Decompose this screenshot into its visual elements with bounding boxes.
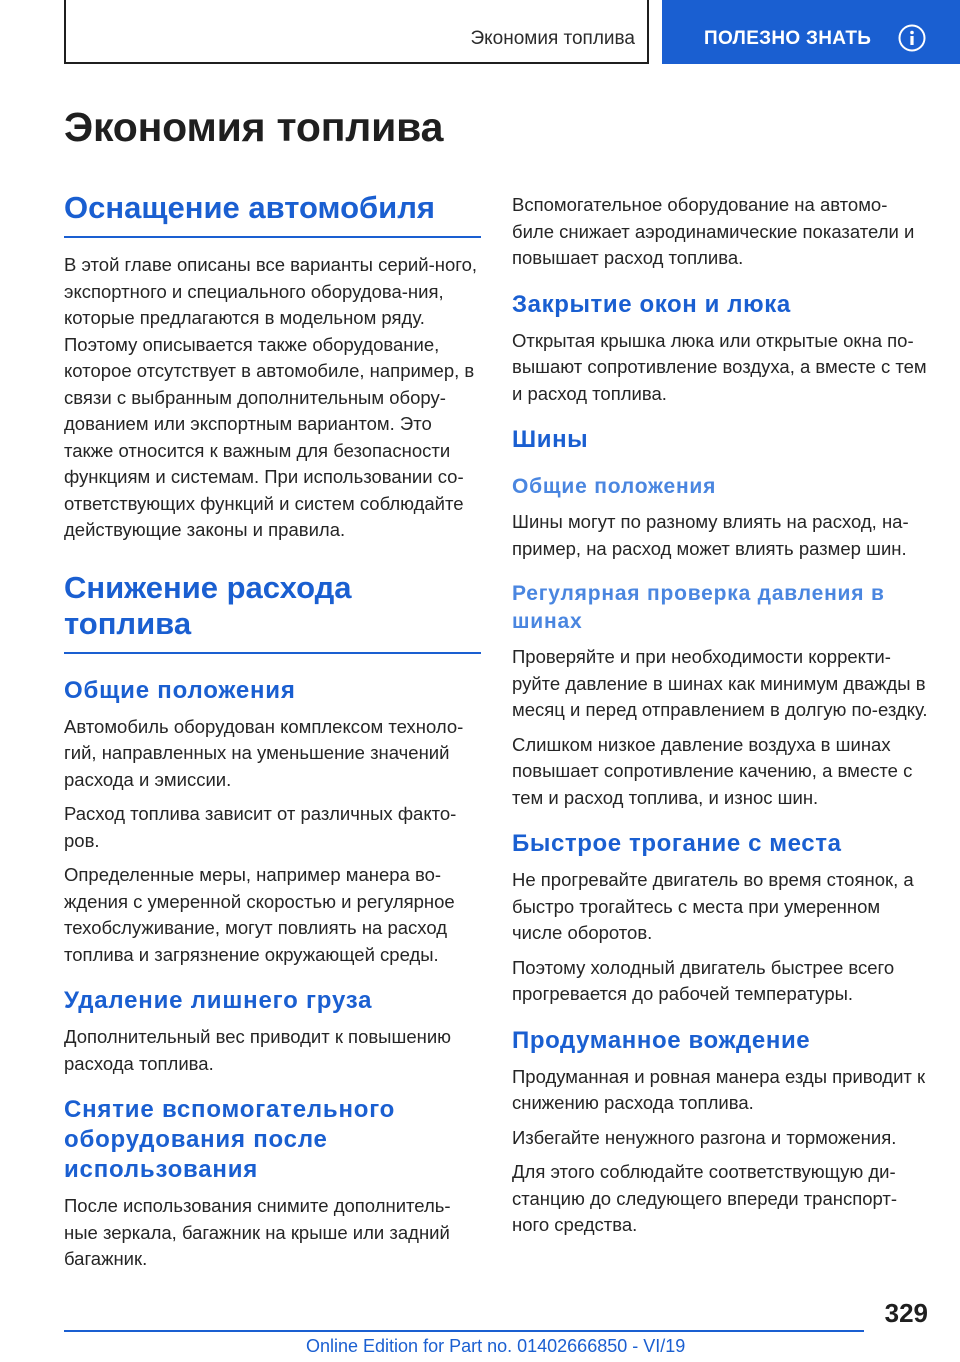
heading-reduce-line2: топлива <box>64 605 192 641</box>
paragraph-pressure-1: Проверяйте и при необходимости корректи-руйте давление в шинах как минимум дважды в месяц и перед отправлением в долгую по-ездку. <box>512 646 928 720</box>
header-section-box <box>64 0 649 64</box>
section-reduce-heading <box>64 570 481 654</box>
paragraph-windows: Открытая крышка люка или открытые окна по-вышают сопротивление воздуха, а вместе с тем и расход топлива. <box>512 329 927 404</box>
heading-pressure-line1: Регулярная проверка давления в <box>512 582 885 605</box>
paragraph-driving-2: Избегайте ненужного разгона и торможения. <box>512 1126 897 1148</box>
paragraph-pressure-2: Слишком низкое давление воздуха в шинах повышает сопротивление качению, а вместе с тем и расход топлива, и износ шин. <box>512 733 913 808</box>
paragraph-general-2: Расход топлива зависит от различных факто-ров. <box>64 803 457 851</box>
info-icon <box>898 24 926 52</box>
heading-tires: Шины <box>512 426 589 453</box>
footer-edition: Online Edition for Part no. 01402666850 - VI/19 <box>306 1336 686 1356</box>
paragraph-general-3: Определенные меры, например манера во-ждения с умеренной скоростью и регулярное техобслуживание, могут повлиять на расход топлива и загрязнение окружающей среды. <box>64 864 455 965</box>
page-number: 329 <box>884 1298 928 1328</box>
heading-equipment: Оснащение автомобиля <box>64 190 435 225</box>
paragraph-general-1: Автомобиль оборудован комплексом техноло-гий, направленных на уменьшение значений расхода и эмиссии. <box>64 715 464 790</box>
tab-useful-info-label: ПОЛЕЗНО ЗНАТЬ <box>704 28 872 49</box>
paragraph-driving-3: Для этого соблюдайте соответствующую ди-станцию до следующего впереди транспорт-ного средства. <box>512 1161 898 1235</box>
paragraph-start-2: Поэтому холодный двигатель быстрее всего прогревается до рабочей температуры. <box>512 956 895 1004</box>
heading-windows: Закрытие окон и люка <box>512 290 791 318</box>
paragraph-start-1: Не прогревайте двигатель во время стоянок, а быстро трогайтесь с места при умеренном числе оборотов. <box>512 869 914 943</box>
heading-reduce-line1: Снижение расхода <box>64 569 352 605</box>
paragraph-equipment: В этой главе описаны все варианты серий-ного, экспортного и специального оборудова-ния, которые предлагаются в модельном ряду. Поэтому описывается также оборудование, которое отсутствует в автомобиле, например, в связи с выбранным дополнительным обору-дованием или экспортным вариантом. Это также относится к важным для безопасности функциям и системам. При использовании со-ответствующих функций и систем соблюдайте действующие законы и правила. <box>64 254 478 540</box>
paragraph-cargo: Дополнительный вес приводит к повышению расхода топлива. <box>64 1026 452 1074</box>
paragraph-tires-general: Шины могут по разному влиять на расход, на-пример, на расход может влиять размер шин. <box>512 511 909 559</box>
heading-remove-line1: Снятие вспомогательного <box>64 1096 396 1123</box>
heading-pressure-line2: шинах <box>512 610 583 633</box>
footer-divider <box>64 1330 864 1332</box>
heading-remove-line3: использования <box>64 1156 259 1183</box>
heading-driving: Продуманное вождение <box>512 1026 811 1054</box>
left-column <box>64 190 481 1273</box>
tab-useful-info[interactable] <box>662 0 960 64</box>
paragraph-aux: Вспомогательное оборудование на автомо-биле снижает аэродинамические показатели и повышает расход топлива. <box>512 194 915 268</box>
header-section-label: Экономия топлива <box>470 28 635 49</box>
section-equipment-heading <box>64 190 481 238</box>
heading-tires-general: Общие положения <box>512 475 717 498</box>
heading-remove-line2: оборудования после <box>64 1126 328 1153</box>
heading-general: Общие положения <box>64 676 296 704</box>
paragraph-remove: После использования снимите дополнитель-ные зеркала, багажник на крыше или задний багажник. <box>64 1195 451 1269</box>
paragraph-driving-1: Продуманная и ровная манера езды приводит к снижению расхода топлива. <box>512 1065 926 1113</box>
heading-start: Быстрое трогание с места <box>512 830 842 857</box>
page-title: Экономия топлива <box>64 104 444 150</box>
heading-cargo: Удаление лишнего груза <box>64 987 373 1014</box>
right-column <box>512 192 928 1239</box>
